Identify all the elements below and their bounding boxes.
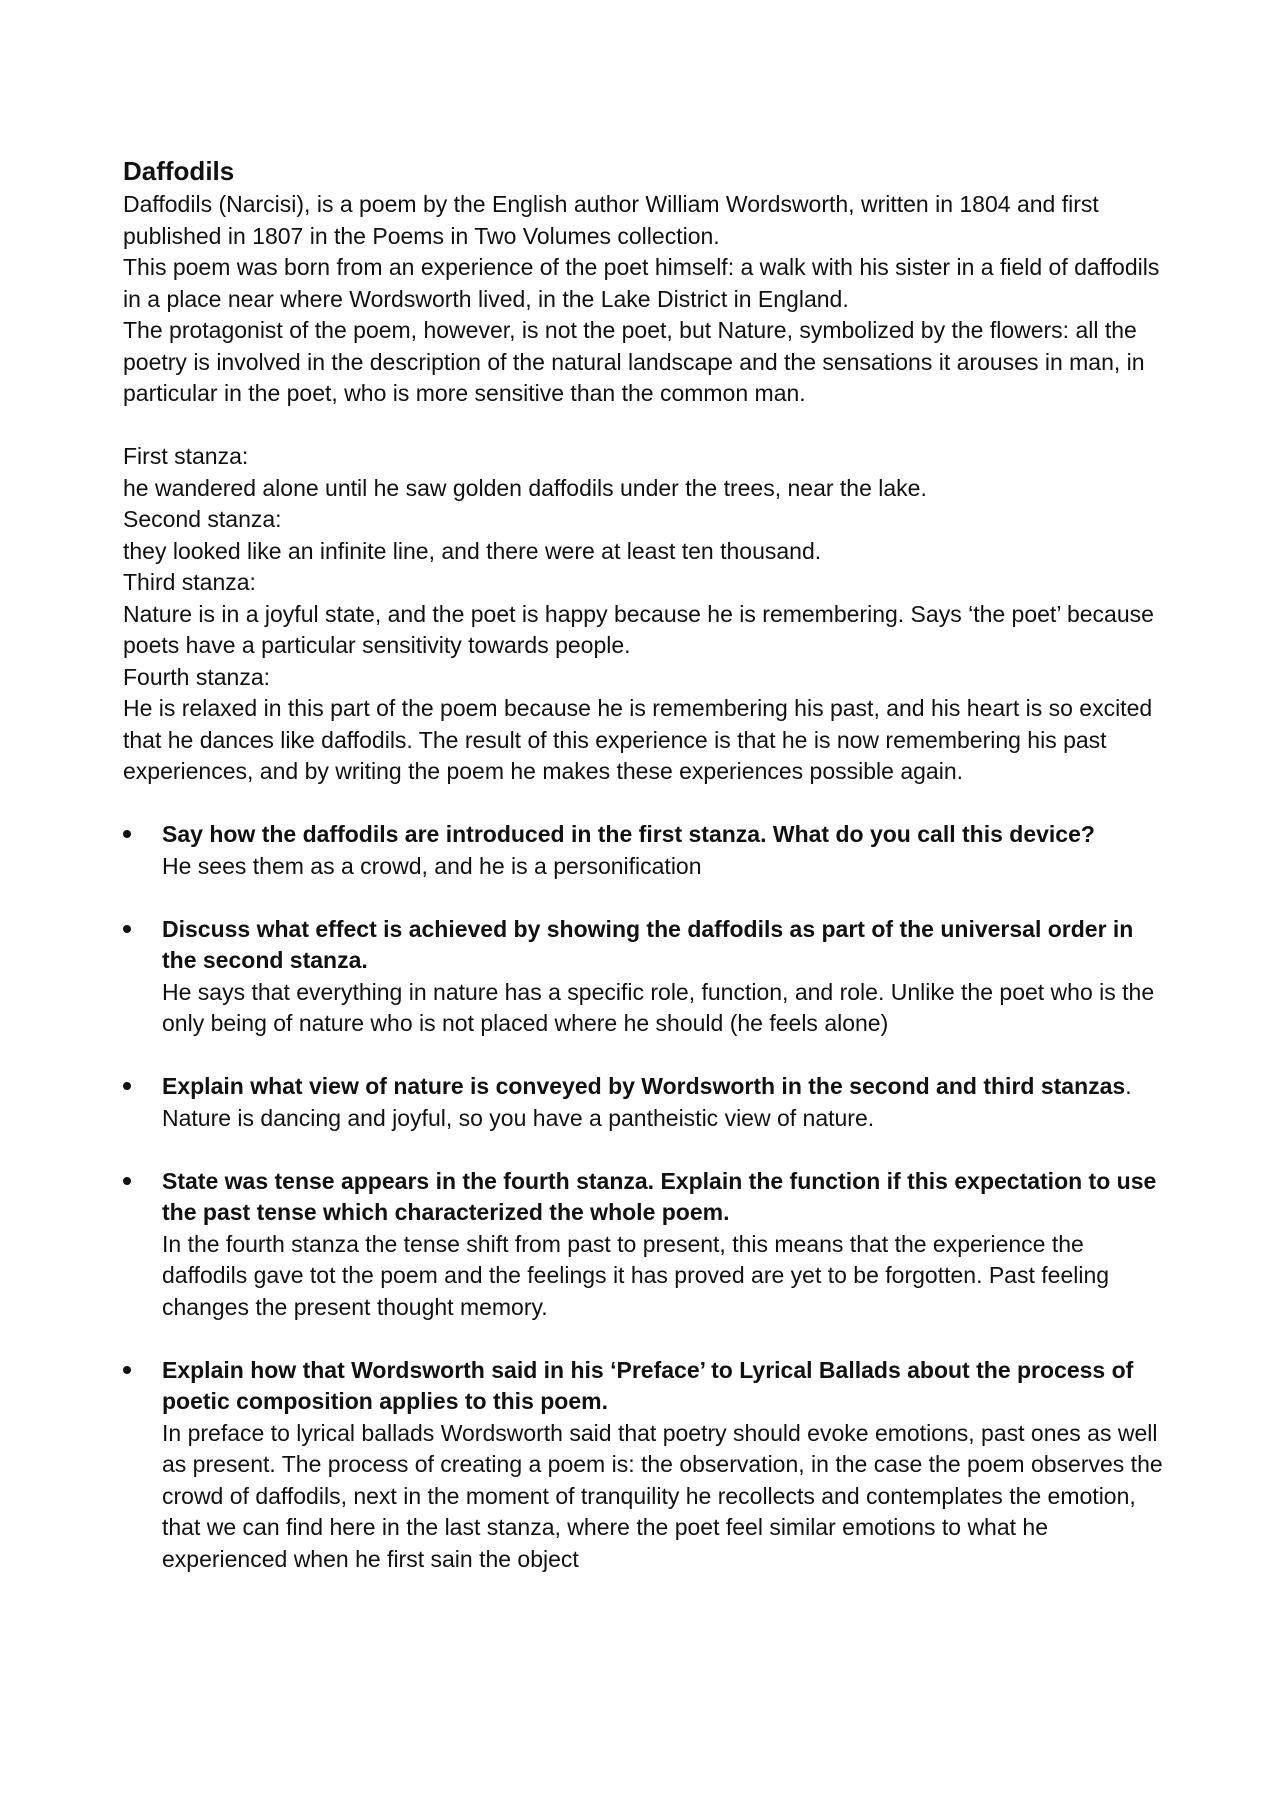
stanza-text: Nature is in a joyful state, and the poet is happy because he is remembering. Says ‘the poet’ because poets have a particular sensitivity towards people. bbox=[123, 600, 1154, 658]
bullet-icon bbox=[123, 1366, 131, 1374]
question-item bbox=[123, 914, 1168, 1040]
stanza-heading: Third stanza: bbox=[123, 569, 256, 595]
question-list bbox=[123, 819, 1168, 1575]
intro-paragraph: The protagonist of the poem, however, is not the poet, but Nature, symbolized by the flowers: all the poetry is involved in the description of the natural landscape and the sensations it arouses in man, in particular in the poet, who is more sensitive than the common man. bbox=[123, 317, 1145, 406]
stanza-heading: Fourth stanza: bbox=[123, 663, 271, 690]
bullet-icon bbox=[123, 1177, 131, 1185]
answer-text: In preface to lyrical ballads Wordsworth said that poetry should evoke emotions, past ones as well as present. The process of creating a poem is: the observation, in the case the poem observes the crowd of daffodils, next in the moment of tranquility he recollects and contemplates the emotion, that we can find here in the last stanza, where the poet feel similar emotions to what he experienced when he first sain the object bbox=[162, 1419, 1163, 1572]
intro-paragraph: This poem was born from an experience of the poet himself: a walk with his sister in a field of daffodils in a place near where Wordsworth lived, in the Lake District in England. bbox=[123, 254, 1160, 312]
document-title: Daffodils bbox=[123, 156, 235, 186]
stanza-summary bbox=[123, 662, 1168, 788]
answer-text: Nature is dancing and joyful, so you have a pantheistic view of nature. bbox=[162, 1104, 875, 1131]
stanza-heading: Second stanza: bbox=[123, 506, 282, 532]
stanza-summary bbox=[123, 441, 1168, 504]
answer-text: In the fourth stanza the tense shift from past to present, this means that the experience the daffodils gave tot the poem and the feelings it has proved are yet to be forgotten. Past feeling changes the present thought memory. bbox=[162, 1230, 1110, 1320]
stanza-heading: First stanza: bbox=[123, 443, 249, 469]
intro-paragraph: Daffodils (Narcisi), is a poem by the English author William Wordsworth, written in 1804 and first published in 1807 in the Poems in Two Volumes collection. bbox=[123, 191, 1099, 249]
stanza-text: he wandered alone until he saw golden daffodils under the trees, near the lake. bbox=[123, 474, 927, 501]
question-text: Discuss what effect is achieved by showing the daffodils as part of the universal order in the second stanza. bbox=[162, 915, 1134, 973]
question-text: State was tense appears in the fourth stanza. Explain the function if this expectation to use the past tense which characterized the whole poem. bbox=[162, 1167, 1157, 1225]
question-item bbox=[123, 1166, 1168, 1324]
stanza-text: He is relaxed in this part of the poem because he is remembering his past, and his heart is so excited that he dances like daffodils. The result of this experience is that he is now remembering his past experiences, and by writing the poem he makes these experiences possible again. bbox=[123, 695, 1153, 784]
stanza-summary bbox=[123, 504, 1168, 567]
document-page bbox=[123, 154, 1168, 1607]
question-tail: . bbox=[1125, 1073, 1132, 1099]
question-text: Say how the daffodils are introduced in the first stanza. What do you call this device? bbox=[162, 821, 1095, 847]
stanza-text: they looked like an infinite line, and there were at least ten thousand. bbox=[123, 537, 822, 564]
spacer bbox=[123, 788, 1168, 820]
answer-text: He sees them as a crowd, and he is a personification bbox=[162, 852, 702, 879]
question-item bbox=[123, 819, 1168, 882]
stanza-summary bbox=[123, 567, 1168, 662]
spacer bbox=[123, 410, 1168, 442]
question-text: Explain what view of nature is conveyed by Wordsworth in the second and third stanzas bbox=[162, 1073, 1126, 1099]
bullet-icon bbox=[123, 925, 131, 933]
bullet-icon bbox=[123, 1082, 131, 1090]
answer-text: He says that everything in nature has a specific role, function, and role. Unlike the poet who is the only being of nature who is not placed where he should (he feels alone) bbox=[162, 978, 1155, 1036]
question-text: Explain how that Wordsworth said in his ‘Preface’ to Lyrical Ballads about the process of poetic composition applies to this poem. bbox=[162, 1356, 1134, 1414]
question-item bbox=[123, 1355, 1168, 1576]
bullet-icon bbox=[123, 830, 131, 838]
question-item bbox=[123, 1071, 1168, 1134]
